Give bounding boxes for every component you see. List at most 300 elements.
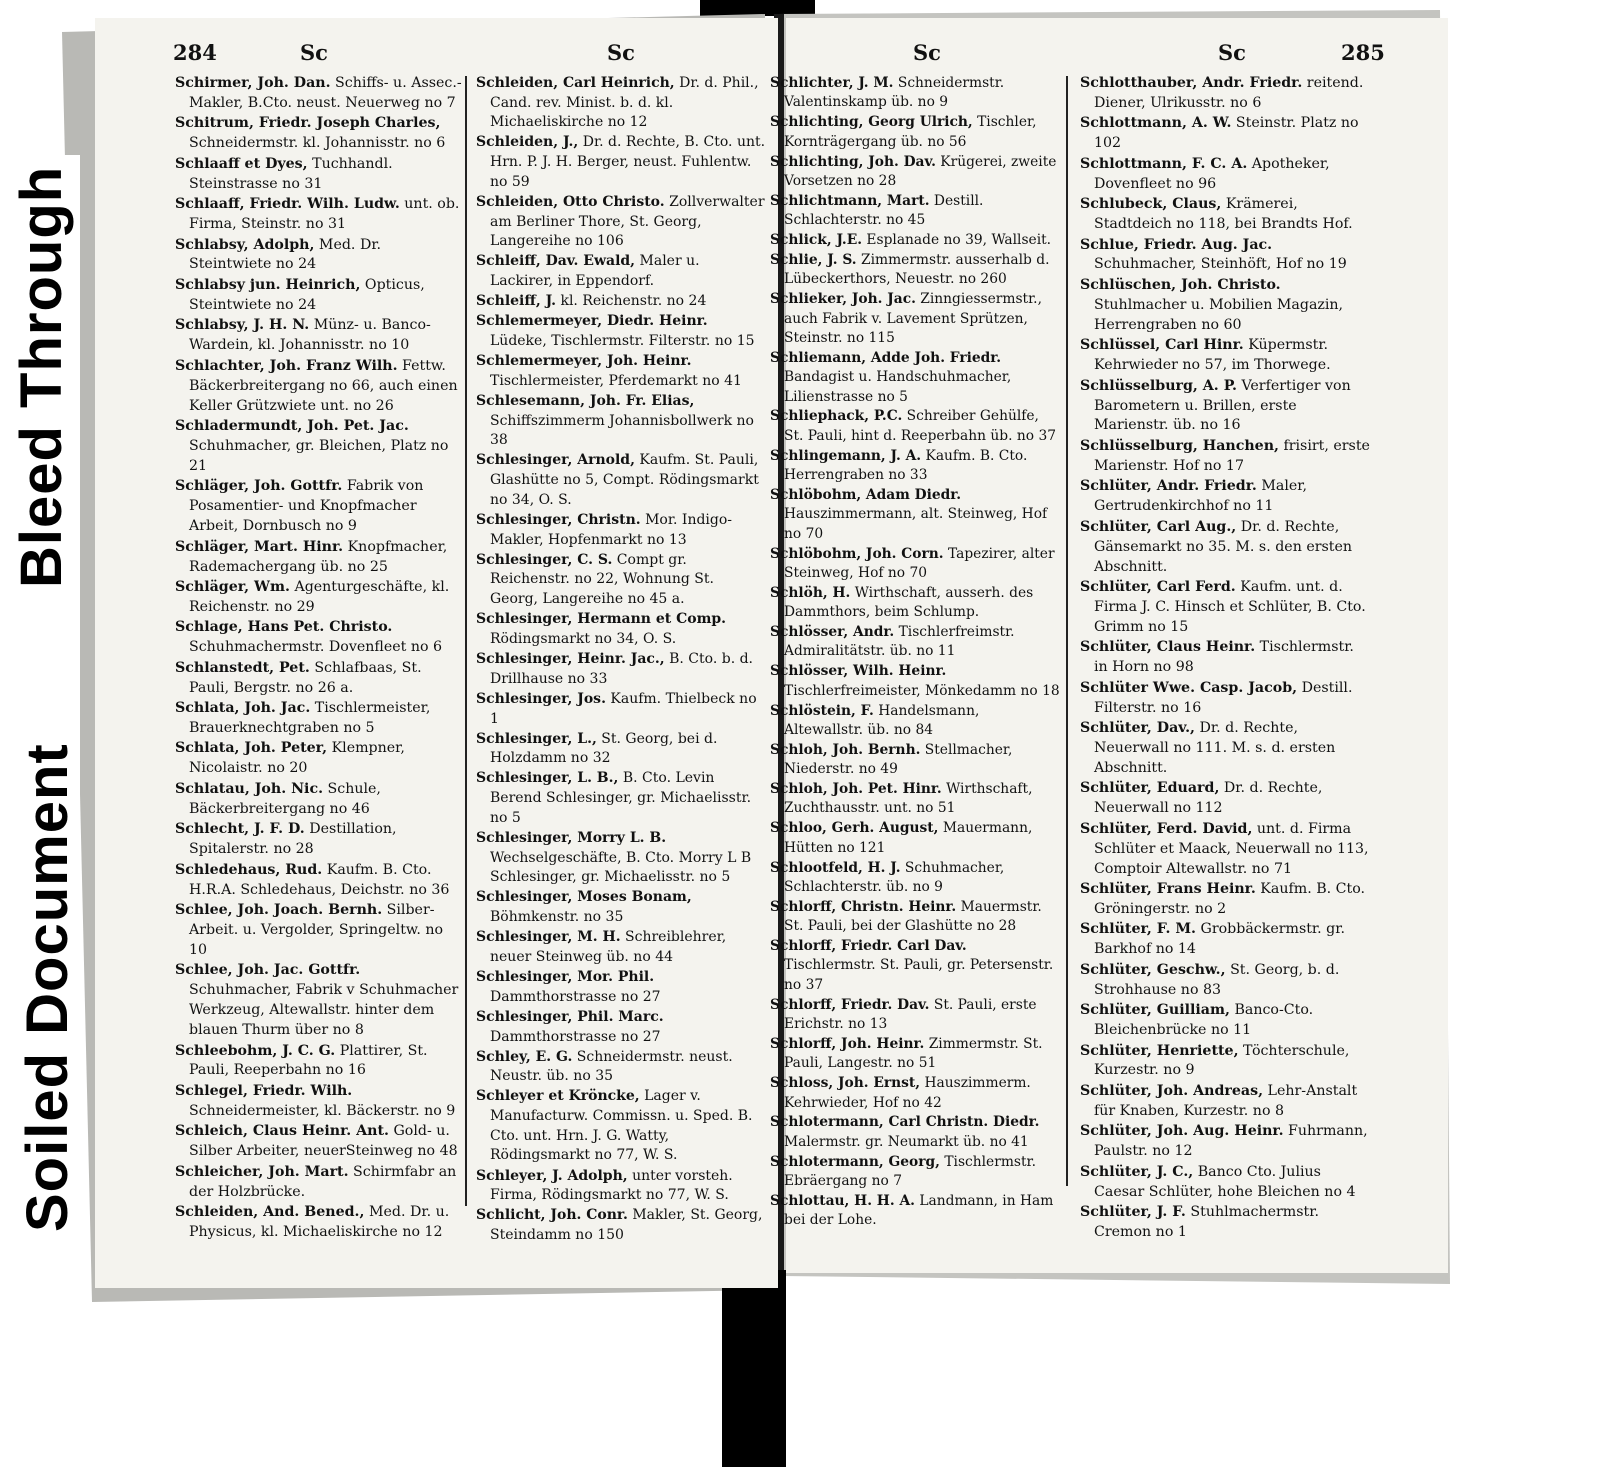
entry-detail: Kaufm. B. Cto. Herrengraben no 33 — [784, 447, 1028, 483]
entry-name: Schliemann, Adde Joh. Friedr. — [770, 349, 1002, 366]
directory-entry — [770, 741, 1062, 780]
directory-entry — [770, 113, 1062, 152]
entry-detail: Küpermstr. Kehrwieder no 57, im Thorwege. — [1094, 337, 1331, 374]
directory-entry — [1080, 1042, 1372, 1082]
directory-entry — [770, 1153, 1062, 1192]
entry-name: Schläger, Mart. Hinr. — [175, 538, 344, 555]
directory-entry — [476, 193, 766, 252]
entry-detail: Zimmermstr. St. Pauli, Langestr. no 51 — [784, 1035, 1043, 1072]
directory-entry — [770, 780, 1062, 819]
directory-entry — [175, 861, 465, 901]
entry-detail: Schneidermstr. neust. Neustr. üb. no 35 — [490, 1048, 733, 1085]
entry-name: Schlorff, Joh. Heinr. — [770, 1035, 925, 1052]
right-page-header-right: Sc — [1218, 40, 1246, 65]
entry-name: Schlüter, Joh. Andreas, — [1080, 1082, 1264, 1099]
entry-detail: Stuhlmacher u. Mobilien Magazin, Herrengraben no 60 — [1094, 296, 1344, 333]
entry-detail: Tapezirer, alter Steinweg, Hof no 70 — [784, 545, 1055, 581]
entry-detail: Krämerei, Stadtdeich no 118, bei Brandts Hof. — [1094, 196, 1353, 233]
entry-name: Schlesinger, L., — [476, 730, 597, 747]
directory-entry — [476, 133, 766, 192]
entry-detail: Fettw. Bäckerbreitergang no 66, auch einen Keller Grützwiete unt. no 26 — [189, 357, 458, 414]
entry-detail: Tischlerfreimstr. Admiralitätstr. üb. no 11 — [784, 624, 1015, 660]
entry-detail: Dr. d. Rechte, Gänsemarkt no 35. M. s. den ersten Abschnitt. — [1094, 518, 1353, 575]
entry-detail: Zimmermstr. ausserhalb d. Lübeckerthors, Neuestr. no 260 — [784, 251, 1050, 288]
entry-name: Schlesemann, Joh. Fr. Elias, — [476, 393, 695, 409]
entry-detail: Schlafbaas, St. Pauli, Bergstr. no 26 a. — [189, 659, 422, 696]
directory-entry — [175, 1122, 465, 1162]
entry-name: Schläger, Joh. Gottfr. — [175, 478, 343, 495]
directory-entry — [770, 819, 1062, 858]
directory-entry — [1080, 477, 1372, 517]
directory-entry — [1080, 719, 1372, 779]
entry-name: Schlee, Joh. Jac. Gottfr. — [175, 962, 361, 979]
directory-entry — [1080, 679, 1372, 719]
directory-entry — [1080, 518, 1372, 578]
directory-entry — [1080, 880, 1372, 920]
directory-entry — [175, 276, 465, 316]
directory-entry — [476, 888, 766, 927]
entry-detail: Krügerei, zweite Vorsetzen no 28 — [784, 153, 1057, 189]
directory-entry — [476, 252, 766, 291]
entry-detail: Destillation, Spitalerstr. no 28 — [189, 821, 397, 858]
directory-entry — [476, 968, 766, 1007]
directory-entry — [175, 1163, 465, 1203]
bleed-through-stamp: Bleed Through — [9, 165, 74, 588]
entry-detail: Dr. d. Rechte, B. Cto. unt. Hrn. P. J. H. Berger, neust. Fuhlentw. no 59 — [490, 134, 766, 190]
entry-name: Schlanstedt, Pet. — [175, 659, 310, 676]
entry-name: Schlorff, Friedr. Dav. — [770, 996, 930, 1013]
entry-detail: Fuhrmann, Paulstr. no 12 — [1094, 1123, 1368, 1160]
entry-detail: Bandagist u. Handschuhmacher, Lilienstrasse no 5 — [784, 369, 1012, 405]
entry-detail: Kaufm. B. Cto. H.R.A. Schledehaus, Deichstr. no 36 — [189, 861, 450, 898]
entry-detail: Lager v. Manufacturw. Commissn. u. Sped. B. Cto. unt. Hrn. J. G. Watty, Rödingsmarkt no 77, W. S. — [490, 1088, 753, 1164]
directory-entry — [770, 898, 1062, 937]
entry-name: Schleiff, Dav. Ewald, — [476, 253, 636, 270]
entry-detail: unt. d. Firma Schlüter et Maack, Neuerwall no 113, Comptoir Altewallstr. no 71 — [1094, 820, 1369, 877]
directory-entry — [476, 610, 766, 649]
directory-entry — [175, 961, 465, 1041]
directory-entry — [1080, 114, 1372, 154]
directory-entry — [770, 251, 1062, 290]
entry-name: Schlüter, J. F. — [1080, 1204, 1186, 1220]
entry-detail: Schuhmacher, gr. Bleichen, Platz no 21 — [189, 437, 449, 474]
directory-entry — [175, 618, 465, 658]
right-page — [770, 18, 1448, 1273]
entry-detail: Maler, Gertrudenkirchhof no 11 — [1094, 478, 1308, 515]
entry-detail: Wirthschaft, ausserh. des Dammthors, beim Schlump. — [784, 584, 1034, 621]
entry-name: Schlesinger, Moses Bonam, — [476, 889, 692, 906]
entry-detail: Banco Cto. Julius Caesar Schlüter, hohe Bleichen no 4 — [1094, 1163, 1356, 1200]
directory-entry — [476, 829, 766, 888]
entry-detail: Münz- u. Banco-Wardein, kl. Johannisstr. no 10 — [189, 317, 431, 354]
entry-detail: unt. ob. Firma, Steinstr. no 31 — [189, 196, 460, 233]
directory-entry — [770, 545, 1062, 584]
entry-name: Schirmer, Joh. Dan. — [175, 75, 331, 91]
entry-detail: Mor. Indigo-Makler, Hopfenmarkt no 13 — [490, 511, 733, 548]
entry-name: Schlüssel, Carl Hinr. — [1080, 337, 1244, 354]
entry-detail: kl. Reichenstr. no 24 — [556, 293, 707, 310]
entry-name: Schlotermann, Georg, — [770, 1153, 940, 1170]
entry-name: Schleich, Claus Heinr. Ant. — [175, 1123, 389, 1140]
entry-name: Schlatau, Joh. Nic. — [175, 780, 324, 797]
left-page-number: 284 — [173, 40, 217, 65]
entry-name: Schleiden, J., — [476, 134, 579, 151]
entry-detail: Makler, St. Georg, Steindamm no 150 — [490, 1207, 763, 1244]
entry-detail: Banco-Cto. Bleichenbrücke no 11 — [1094, 1002, 1314, 1039]
directory-entry — [770, 859, 1062, 898]
entry-name: Schlüter, Joh. Aug. Heinr. — [1080, 1123, 1284, 1140]
entry-detail: Dammthorstrasse no 27 — [490, 1028, 661, 1045]
entry-detail: Zollverwalter am Berliner Thore, St. Georg, Langereihe no 106 — [490, 193, 765, 250]
entry-name: Schlottau, H. H. A. — [770, 1192, 915, 1209]
entry-name: Schlüter, Ferd. David, — [1080, 820, 1253, 837]
entry-name: Schlüter, Carl Ferd. — [1080, 578, 1236, 595]
entry-detail: St. Pauli, erste Erichstr. no 13 — [784, 996, 1037, 1032]
directory-entry — [770, 153, 1062, 192]
entry-detail: Schuhmachermstr. Dovenfleet no 6 — [189, 639, 443, 656]
entry-detail: Knopfmacher, Rademachergang üb. no 25 — [189, 538, 448, 575]
entry-name: Schlüter, F. M. — [1080, 921, 1196, 938]
entry-detail: Schneidermstr. kl. Johannisstr. no 6 — [189, 135, 446, 152]
entry-name: Schlüsselburg, A. P. — [1080, 377, 1237, 394]
entry-detail: St. Georg, bei d. Holzdamm no 32 — [490, 730, 718, 767]
entry-detail: Destill. Filterstr. no 16 — [1094, 679, 1353, 716]
entry-name: Schlesinger, C. S. — [476, 551, 613, 568]
directory-entry — [476, 769, 766, 828]
entry-name: Schlesinger, Morry L. B. — [476, 829, 667, 846]
directory-entry — [770, 662, 1062, 701]
entry-detail: unter vorsteh. Firma, Rödingsmarkt no 77, W. S. — [490, 1167, 733, 1204]
entry-detail: Tischler, Kornträgergang üb. no 56 — [784, 114, 1037, 150]
directory-entry — [1080, 377, 1372, 437]
directory-entry — [1080, 1001, 1372, 1041]
entry-name: Schlabsy, Adolph, — [175, 236, 315, 253]
directory-entry — [1080, 779, 1372, 819]
directory-entry — [476, 312, 766, 351]
entry-detail: St. Georg, b. d. Strohhause no 83 — [1094, 961, 1340, 998]
entry-name: Schley, E. G. — [476, 1048, 573, 1065]
directory-entry — [770, 74, 1062, 113]
directory-entry — [476, 1167, 766, 1206]
directory-entry — [476, 451, 766, 510]
entry-name: Schlata, Joh. Peter, — [175, 740, 328, 757]
entry-detail: B. Cto. b. d. Drillhause no 33 — [490, 651, 754, 687]
left-page-header-right: Sc — [607, 40, 635, 65]
directory-entry — [175, 780, 465, 820]
entry-detail: Tischlermstr. Ebräergang no 7 — [784, 1153, 1036, 1189]
entry-name: Schlöstein, F. — [770, 702, 874, 719]
entry-detail: Destill. Schlachterstr. no 45 — [784, 192, 984, 229]
entry-detail: Tischlerfreimeister, Mönkedamm no 18 — [784, 682, 1060, 699]
directory-entry — [476, 1206, 766, 1245]
entry-name: Schlottmann, A. W. — [1080, 115, 1232, 132]
entry-detail: Zinngiessermstr., auch Fabrik v. Lavement Sprützen, Steinstr. no 115 — [784, 291, 1042, 346]
entry-detail: Schreiber Gehülfe, St. Pauli, hint d. Reeperbahn üb. no 37 — [784, 408, 1057, 444]
entry-detail: Handelsmann, Altewallstr. üb. no 84 — [784, 702, 980, 738]
entry-detail: Kaufm. unt. d. Firma J. C. Hinsch et Schlüter, B. Cto. Grimm no 15 — [1094, 578, 1366, 635]
entry-name: Schlootfeld, H. J. — [770, 859, 901, 876]
entry-detail: Wechselgeschäfte, B. Cto. Morry L B Schlesinger, gr. Michaelisstr. no 5 — [490, 849, 752, 886]
entry-detail: Kaufm. B. Cto. Gröningerstr. no 2 — [1094, 881, 1366, 917]
right-page-number: 285 — [1341, 40, 1385, 65]
directory-entry — [770, 1035, 1062, 1074]
entry-name: Schlöbohm, Joh. Corn. — [770, 545, 944, 562]
entry-detail: Verfertiger von Barometern u. Brillen, erste Marienstr. üb. no 16 — [1094, 377, 1351, 434]
entry-name: Schlotermann, Carl Christn. Diedr. — [770, 1114, 1040, 1131]
directory-entry — [1080, 74, 1372, 114]
directory-entry — [175, 820, 465, 860]
entry-name: Schlüter, Eduard, — [1080, 780, 1220, 797]
entry-name: Schleiden, Carl Heinrich, — [476, 75, 675, 91]
entry-detail: Gold- u. Silber Arbeiter, neuerSteinweg no 48 — [189, 1123, 458, 1160]
entry-name: Schloh, Joh. Pet. Hinr. — [770, 781, 942, 797]
entry-name: Schlichting, Georg Ulrich, — [770, 114, 973, 131]
directory-entry — [1080, 276, 1372, 336]
entry-name: Schlecht, J. F. D. — [175, 821, 305, 838]
directory-entry — [476, 690, 766, 729]
entry-name: Schlaaff, Friedr. Wilh. Ludw. — [175, 196, 400, 213]
entry-detail: Schiffszimmerm Johannisbollwerk no 38 — [490, 412, 754, 449]
directory-entry — [1080, 578, 1372, 638]
entry-name: Schlorff, Friedr. Carl Dav. — [770, 938, 967, 954]
directory-entry — [175, 74, 465, 114]
entry-detail: B. Cto. Levin Berend Schlesinger, gr. Michaelisstr. no 5 — [490, 770, 752, 826]
directory-entry — [175, 316, 465, 356]
entry-name: Schlösser, Andr. — [770, 624, 895, 640]
directory-entry — [770, 486, 1062, 544]
directory-entry — [175, 195, 465, 235]
entry-name: Schlöh, H. — [770, 584, 851, 601]
entry-name: Schlösser, Wilh. Heinr. — [770, 663, 947, 680]
directory-entry — [1080, 1203, 1372, 1243]
directory-entry — [1080, 195, 1372, 235]
directory-entry — [770, 702, 1062, 741]
directory-entry — [770, 447, 1062, 486]
right-page-header-left: Sc — [913, 40, 941, 65]
entry-name: Schlicht, Joh. Conr. — [476, 1207, 628, 1224]
directory-entry — [476, 352, 766, 391]
entry-detail: Lüdeke, Tischlermstr. Filterstr. no 15 — [490, 333, 755, 350]
directory-entry — [770, 623, 1062, 662]
entry-name: Schlesinger, Christn. — [476, 511, 641, 528]
directory-entry — [1080, 1163, 1372, 1203]
left-page-header-left: Sc — [300, 40, 328, 65]
entry-name: Schlüter, Henriette, — [1080, 1042, 1239, 1059]
entry-name: Schlesinger, M. H. — [476, 929, 621, 946]
top-spine-tab — [700, 0, 815, 16]
entry-detail: Tischlermstr. St. Pauli, gr. Petersenstr. no 37 — [784, 957, 1054, 993]
entry-detail: Steinstr. Platz no 102 — [1094, 115, 1359, 152]
directory-entry — [770, 937, 1062, 995]
right-page-column-2 — [1080, 74, 1372, 1243]
entry-detail: Schule, Bäckerbreitergang no 46 — [189, 780, 381, 817]
soiled-document-stamp: Soiled Document — [15, 743, 80, 1232]
entry-name: Schlachter, Joh. Franz Wilh. — [175, 357, 398, 374]
entry-name: Schlemermeyer, Diedr. Heinr. — [476, 313, 708, 330]
directory-entry — [770, 192, 1062, 231]
entry-detail: Hauszimmermann, alt. Steinweg, Hof no 70 — [784, 506, 1048, 542]
entry-detail: Dr. d. Rechte, Neuerwall no 112 — [1094, 780, 1323, 817]
entry-detail: Lehr-Anstalt für Knaben, Kurzestr. no 8 — [1094, 1082, 1358, 1119]
entry-name: Schleiff, J. — [476, 293, 557, 310]
directory-entry — [476, 650, 766, 689]
directory-entry — [770, 349, 1062, 407]
entry-detail: Tischlermeister, Pferdemarkt no 41 — [490, 372, 742, 389]
entry-name: Schlesinger, Jos. — [476, 690, 606, 707]
entry-name: Schläger, Wm. — [175, 578, 290, 595]
entry-name: Schlick, J.E. — [770, 232, 863, 248]
entry-name: Schlage, Hans Pet. Christo. — [175, 619, 393, 636]
entry-name: Schlichting, Joh. Dav. — [770, 153, 936, 170]
entry-name: Schlüter, J. C., — [1080, 1163, 1194, 1180]
entry-name: Schlorff, Christn. Heinr. — [770, 898, 957, 915]
entry-name: Schlüter, Andr. Friedr. — [1080, 478, 1257, 495]
directory-entry — [770, 290, 1062, 348]
entry-detail: Tischlermeister, Brauerknechtgraben no 5 — [189, 700, 431, 736]
entry-name: Schlabsy, J. H. N. — [175, 317, 310, 334]
entry-detail: Dr. d. Phil., Cand. rev. Minist. b. d. kl. Michaeliskirche no 12 — [490, 75, 759, 131]
directory-entry — [175, 901, 465, 961]
entry-name: Schlubeck, Claus, — [1080, 196, 1222, 213]
entry-detail: Stuhlmachermstr. Cremon no 1 — [1094, 1204, 1319, 1240]
directory-entry — [770, 584, 1062, 623]
entry-name: Schlesinger, L. B., — [476, 770, 619, 787]
entry-name: Schlottmann, F. C. A. — [1080, 155, 1248, 172]
entry-name: Schlichtmann, Mart. — [770, 192, 930, 209]
entry-name: Schlemermeyer, Joh. Heinr. — [476, 353, 692, 370]
entry-name: Schlesinger, Heinr. Jac., — [476, 651, 665, 668]
entry-detail: Klempner, Nicolaistr. no 20 — [189, 740, 405, 777]
entry-name: Schlesinger, Mor. Phil. — [476, 969, 655, 986]
entry-detail: Tischlermstr. in Horn no 98 — [1094, 639, 1354, 676]
directory-entry — [476, 1087, 766, 1166]
directory-entry — [770, 1192, 1062, 1231]
directory-entry — [175, 659, 465, 699]
entry-name: Schleyer et Kröncke, — [476, 1088, 640, 1105]
entry-detail: Med. Dr. u. Physicus, kl. Michaeliskirche no 12 — [189, 1204, 450, 1240]
directory-entry — [175, 1203, 465, 1243]
directory-entry — [175, 538, 465, 578]
entry-detail: Schirmfabr an der Holzbrücke. — [189, 1163, 457, 1200]
entry-detail: Malermstr. gr. Neumarkt üb. no 41 — [784, 1133, 1029, 1150]
entry-name: Schlüschen, Joh. Christo. — [1080, 276, 1281, 293]
entry-detail: Opticus, Steintwiete no 24 — [189, 276, 425, 313]
entry-detail: Töchterschule, Kurzestr. no 9 — [1094, 1042, 1350, 1079]
entry-name: Schladermundt, Joh. Pet. Jac. — [175, 417, 409, 434]
entry-name: Schlaaff et Dyes, — [175, 155, 308, 172]
entry-detail: Wirthschaft, Zuchthausstr. unt. no 51 — [784, 781, 1033, 817]
entry-detail: Silber-Arbeit. u. Vergolder, Springeltw. no 10 — [189, 901, 444, 958]
entry-name: Schloss, Joh. Ernst, — [770, 1075, 921, 1092]
directory-entry — [476, 292, 766, 312]
entry-detail: Böhmkenstr. no 35 — [490, 909, 624, 926]
directory-entry — [476, 511, 766, 550]
entry-detail: reitend. Diener, Ulrikusstr. no 6 — [1094, 75, 1364, 111]
entry-name: Schloh, Joh. Bernh. — [770, 741, 921, 758]
directory-entry — [1080, 920, 1372, 960]
entry-name: Schlichter, J. M. — [770, 75, 894, 91]
directory-entry — [175, 236, 465, 276]
entry-name: Schleiden, Otto Christo. — [476, 193, 665, 210]
entry-name: Schlue, Friedr. Aug. Jac. — [1080, 236, 1273, 253]
entry-detail: Hauszimmerm. Kehrwieder, Hof no 42 — [784, 1075, 1031, 1111]
directory-entry — [1080, 336, 1372, 376]
entry-detail: Esplanade no 39, Wallseit. — [862, 232, 1052, 248]
entry-detail: Agenturgeschäfte, kl. Reichenstr. no 29 — [189, 578, 450, 615]
directory-entry — [175, 417, 465, 477]
entry-detail: Apotheker, Dovenfleet no 96 — [1094, 155, 1330, 192]
entry-detail: Plattirer, St. Pauli, Reeperbahn no 16 — [189, 1042, 428, 1079]
directory-entry — [476, 551, 766, 610]
directory-entry — [175, 477, 465, 537]
entry-name: Schlingemann, J. A. — [770, 447, 922, 464]
entry-name: Schledehaus, Rud. — [175, 861, 323, 878]
directory-entry — [476, 730, 766, 769]
entry-detail: Dr. d. Rechte, Neuerwall no 111. M. s. d. ersten Abschnitt. — [1094, 720, 1336, 776]
directory-entry — [476, 1048, 766, 1087]
directory-entry — [476, 928, 766, 967]
entry-name: Schleebohm, J. C. G. — [175, 1042, 336, 1059]
entry-name: Schlüter, Carl Aug., — [1080, 518, 1237, 535]
entry-name: Schlieker, Joh. Jac. — [770, 291, 916, 308]
entry-name: Schlüter, Claus Heinr. — [1080, 639, 1256, 656]
entry-name: Schlegel, Friedr. Wilh. — [175, 1082, 353, 1099]
entry-detail: Grobbäckermstr. gr. Barkhof no 14 — [1094, 921, 1345, 958]
directory-entry — [1080, 820, 1372, 880]
entry-name: Schliephack, P.C. — [770, 408, 903, 425]
right-page-column-1 — [770, 74, 1062, 1231]
entry-detail: Schuhmacher, Fabrik v Schuhmacher Werkzeug, Altewallstr. hinter dem blauen Thurm über no 8 — [189, 982, 459, 1039]
entry-detail: Schreiblehrer, neuer Steinweg üb. no 44 — [490, 929, 727, 965]
bottom-spine-tab — [722, 1270, 786, 1467]
entry-detail: Mauermstr. St. Pauli, bei der Glashütte no 28 — [784, 898, 1042, 935]
entry-name: Schlotthauber, Andr. Friedr. — [1080, 75, 1303, 91]
entry-name: Schlesinger, Hermann et Comp. — [476, 611, 727, 628]
entry-detail: Rödingsmarkt no 34, O. S. — [490, 630, 677, 647]
entry-name: Schlesinger, Arnold, — [476, 452, 635, 469]
entry-name: Schlüter, Frans Heinr. — [1080, 881, 1256, 897]
directory-entry — [175, 1042, 465, 1082]
entry-name: Schlüter Wwe. Casp. Jacob, — [1080, 679, 1298, 696]
directory-entry — [770, 231, 1062, 250]
right-page-column-divider — [1066, 76, 1068, 1186]
entry-detail: Fabrik von Posamentier- und Knopfmacher Arbeit, Dornbusch no 9 — [189, 478, 424, 535]
entry-detail: Schuhmacher, Steinhöft, Hof no 19 — [1094, 256, 1347, 273]
entry-detail: Schuhmacher, Schlachterstr. üb. no 9 — [784, 859, 1005, 895]
entry-detail: Schneidermeister, kl. Bäckerstr. no 9 — [189, 1102, 456, 1119]
directory-entry — [175, 114, 465, 154]
entry-name: Schlüsselburg, Hanchen, — [1080, 437, 1279, 454]
directory-entry — [1080, 155, 1372, 195]
directory-entry — [1080, 961, 1372, 1001]
directory-entry — [1080, 437, 1372, 477]
entry-detail: Mauermann, Hütten no 121 — [784, 820, 1033, 856]
entry-name: Schlüter, Dav., — [1080, 720, 1195, 736]
directory-entry — [175, 1082, 465, 1122]
directory-entry — [1080, 236, 1372, 276]
entry-name: Schlüter, Guilliam, — [1080, 1002, 1230, 1019]
entry-detail: Schneidermstr. Valentinskamp üb. no 9 — [784, 75, 1005, 111]
entry-name: Schitrum, Friedr. Joseph Charles, — [175, 115, 441, 132]
directory-entry — [175, 357, 465, 417]
left-page-column-divider — [465, 76, 467, 1206]
entry-detail: Tuchhandl. Steinstrasse no 31 — [189, 155, 393, 192]
entry-detail: Dammthorstrasse no 27 — [490, 988, 661, 1005]
entry-detail: Schiffs- u. Assec.-Makler, B.Cto. neust. Neuerweg no 7 — [189, 75, 462, 111]
left-page-column-1 — [175, 74, 465, 1243]
directory-entry — [476, 1008, 766, 1047]
left-page — [95, 18, 778, 1288]
